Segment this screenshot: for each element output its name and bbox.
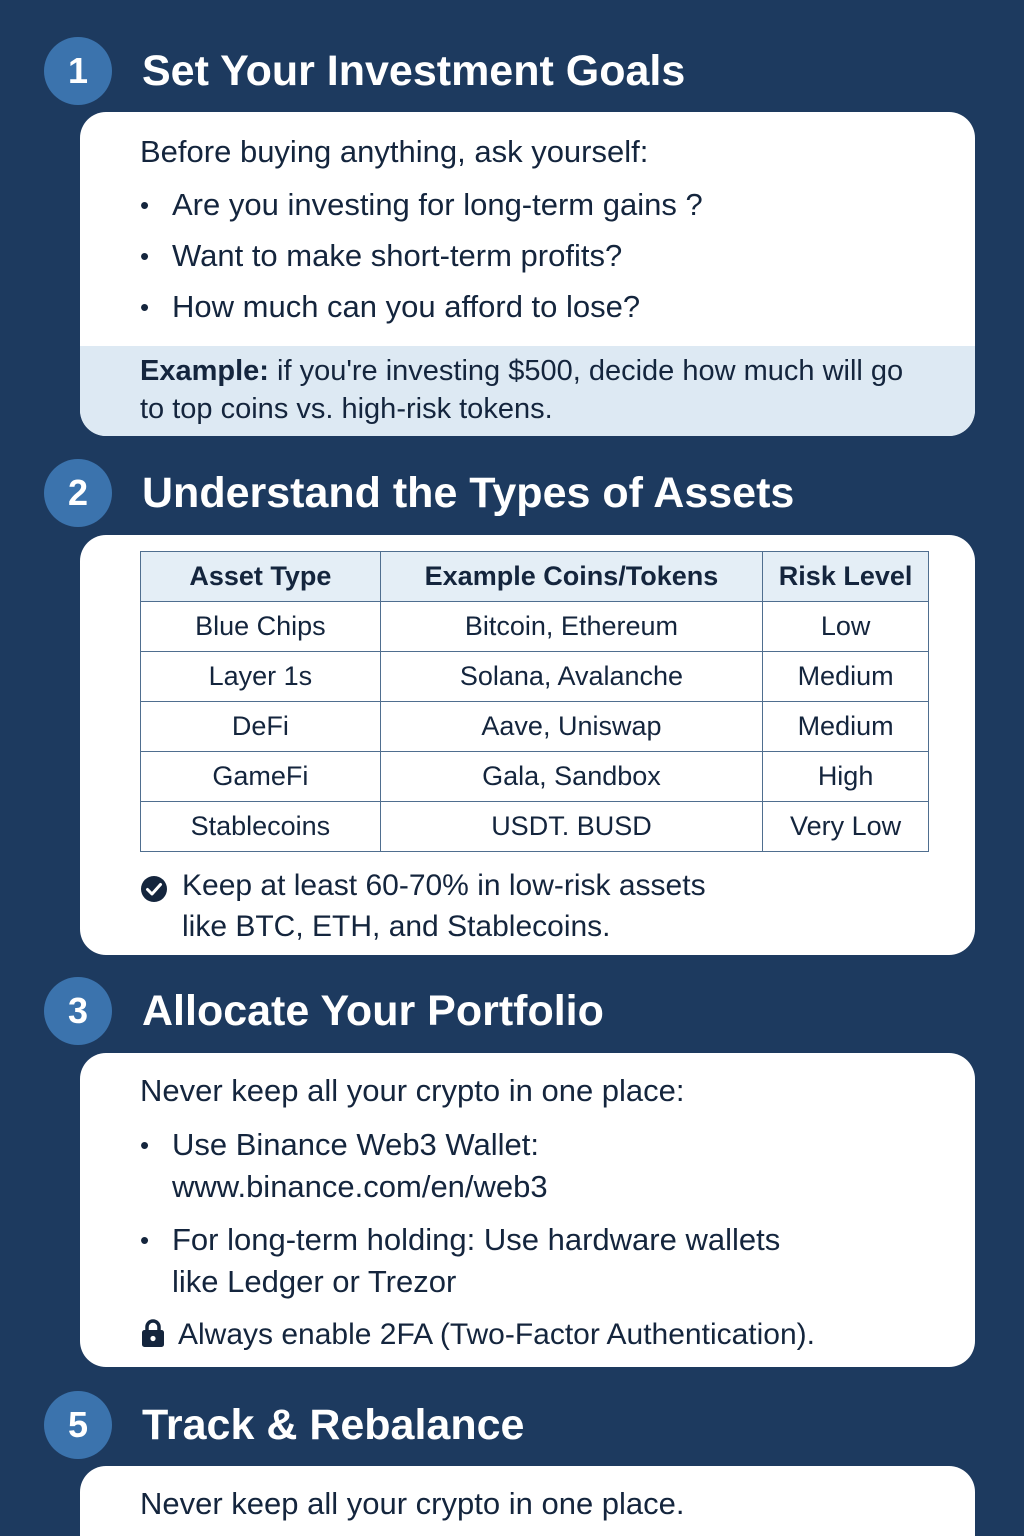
- column-header: Example Coins/Tokens: [380, 552, 762, 602]
- table-row: [141, 702, 929, 752]
- example-text: if you're investing $500, decide how much will go to top coins vs. high-risk tokens.: [140, 355, 904, 425]
- bullet-dot-icon: •: [140, 292, 150, 322]
- table-cell: Medium: [763, 702, 929, 752]
- table-row: [141, 602, 929, 652]
- table-header-row: [141, 552, 929, 602]
- table-cell: Stablecoins: [141, 802, 381, 852]
- step-3-intro: Never keep all your crypto in one place:: [140, 1073, 685, 1108]
- example-label: Example:: [140, 355, 269, 387]
- step-3-number-badge: 3: [44, 977, 112, 1045]
- bullet-dot-icon: •: [140, 1130, 150, 1160]
- table-row: [141, 652, 929, 702]
- step-2-header: [44, 458, 794, 528]
- step-5-intro: Never keep all your crypto in one place.: [140, 1486, 685, 1521]
- table-cell: GameFi: [141, 752, 381, 802]
- step-3-header: [44, 976, 604, 1046]
- step-5-card: [80, 1466, 975, 1536]
- step-1-intro: Before buying anything, ask yourself:: [140, 134, 649, 169]
- step-1-number-badge: 1: [44, 37, 112, 105]
- step-5-header: [44, 1390, 524, 1460]
- table-cell: Solana, Avalanche: [380, 652, 762, 702]
- table-cell: Aave, Uniswap: [380, 702, 762, 752]
- step-2-title: Understand the Types of Assets: [142, 468, 795, 517]
- asset-types-table: [140, 551, 929, 852]
- table-cell: Gala, Sandbox: [380, 752, 762, 802]
- table-cell: Very Low: [763, 802, 929, 852]
- step-3-card: Never keep all your crypto in one place: • Use Binance Web3 Wallet: www.binance.com/en/web3 • For long-term holding: Use hardware wallets like Ledger or Trezor Always enable 2FA (Two-Factor Authentication).: [80, 1053, 975, 1367]
- lock-icon: [140, 1318, 166, 1359]
- tip-line: Keep at least 60-70% in low-risk assets: [182, 869, 706, 902]
- table-cell: Layer 1s: [141, 652, 381, 702]
- step-3-title: Allocate Your Portfolio: [142, 986, 604, 1035]
- table-cell: Bitcoin, Ethereum: [380, 602, 762, 652]
- table-row: [141, 802, 929, 852]
- table-cell: Medium: [763, 652, 929, 702]
- table-cell: Blue Chips: [141, 602, 381, 652]
- table-cell: Low: [763, 602, 929, 652]
- bullet-dot-icon: •: [140, 190, 150, 220]
- table-cell: High: [763, 752, 929, 802]
- step-2-card: [80, 535, 975, 955]
- table-row: [141, 752, 929, 802]
- bullet-dot-icon: •: [140, 241, 150, 271]
- binance-web3-url: www.binance.com/en/web3: [172, 1169, 548, 1204]
- step-1-header: [44, 36, 685, 106]
- example-callout: [80, 346, 975, 436]
- step-2-number-badge: 2: [44, 459, 112, 527]
- step-1-card: Before buying anything, ask yourself: • Are you investing for long-term gains ? • Want to make short-term profits? • How much can you afford to lose? Example: if you're investing $500, decide how much will go to top coins vs. high-risk tokens.: [80, 112, 975, 436]
- step-5-number-badge: 5: [44, 1391, 112, 1459]
- table-cell: DeFi: [141, 702, 381, 752]
- bullet-dot-icon: •: [140, 1225, 150, 1255]
- column-header: Risk Level: [763, 552, 929, 602]
- check-circle-icon: [140, 873, 168, 914]
- tip-line: like BTC, ETH, and Stablecoins.: [182, 910, 611, 943]
- column-header: Asset Type: [141, 552, 381, 602]
- step-5-title: Track & Rebalance: [142, 1400, 525, 1449]
- table-cell: USDT. BUSD: [380, 802, 762, 852]
- step-1-title: Set Your Investment Goals: [142, 46, 686, 95]
